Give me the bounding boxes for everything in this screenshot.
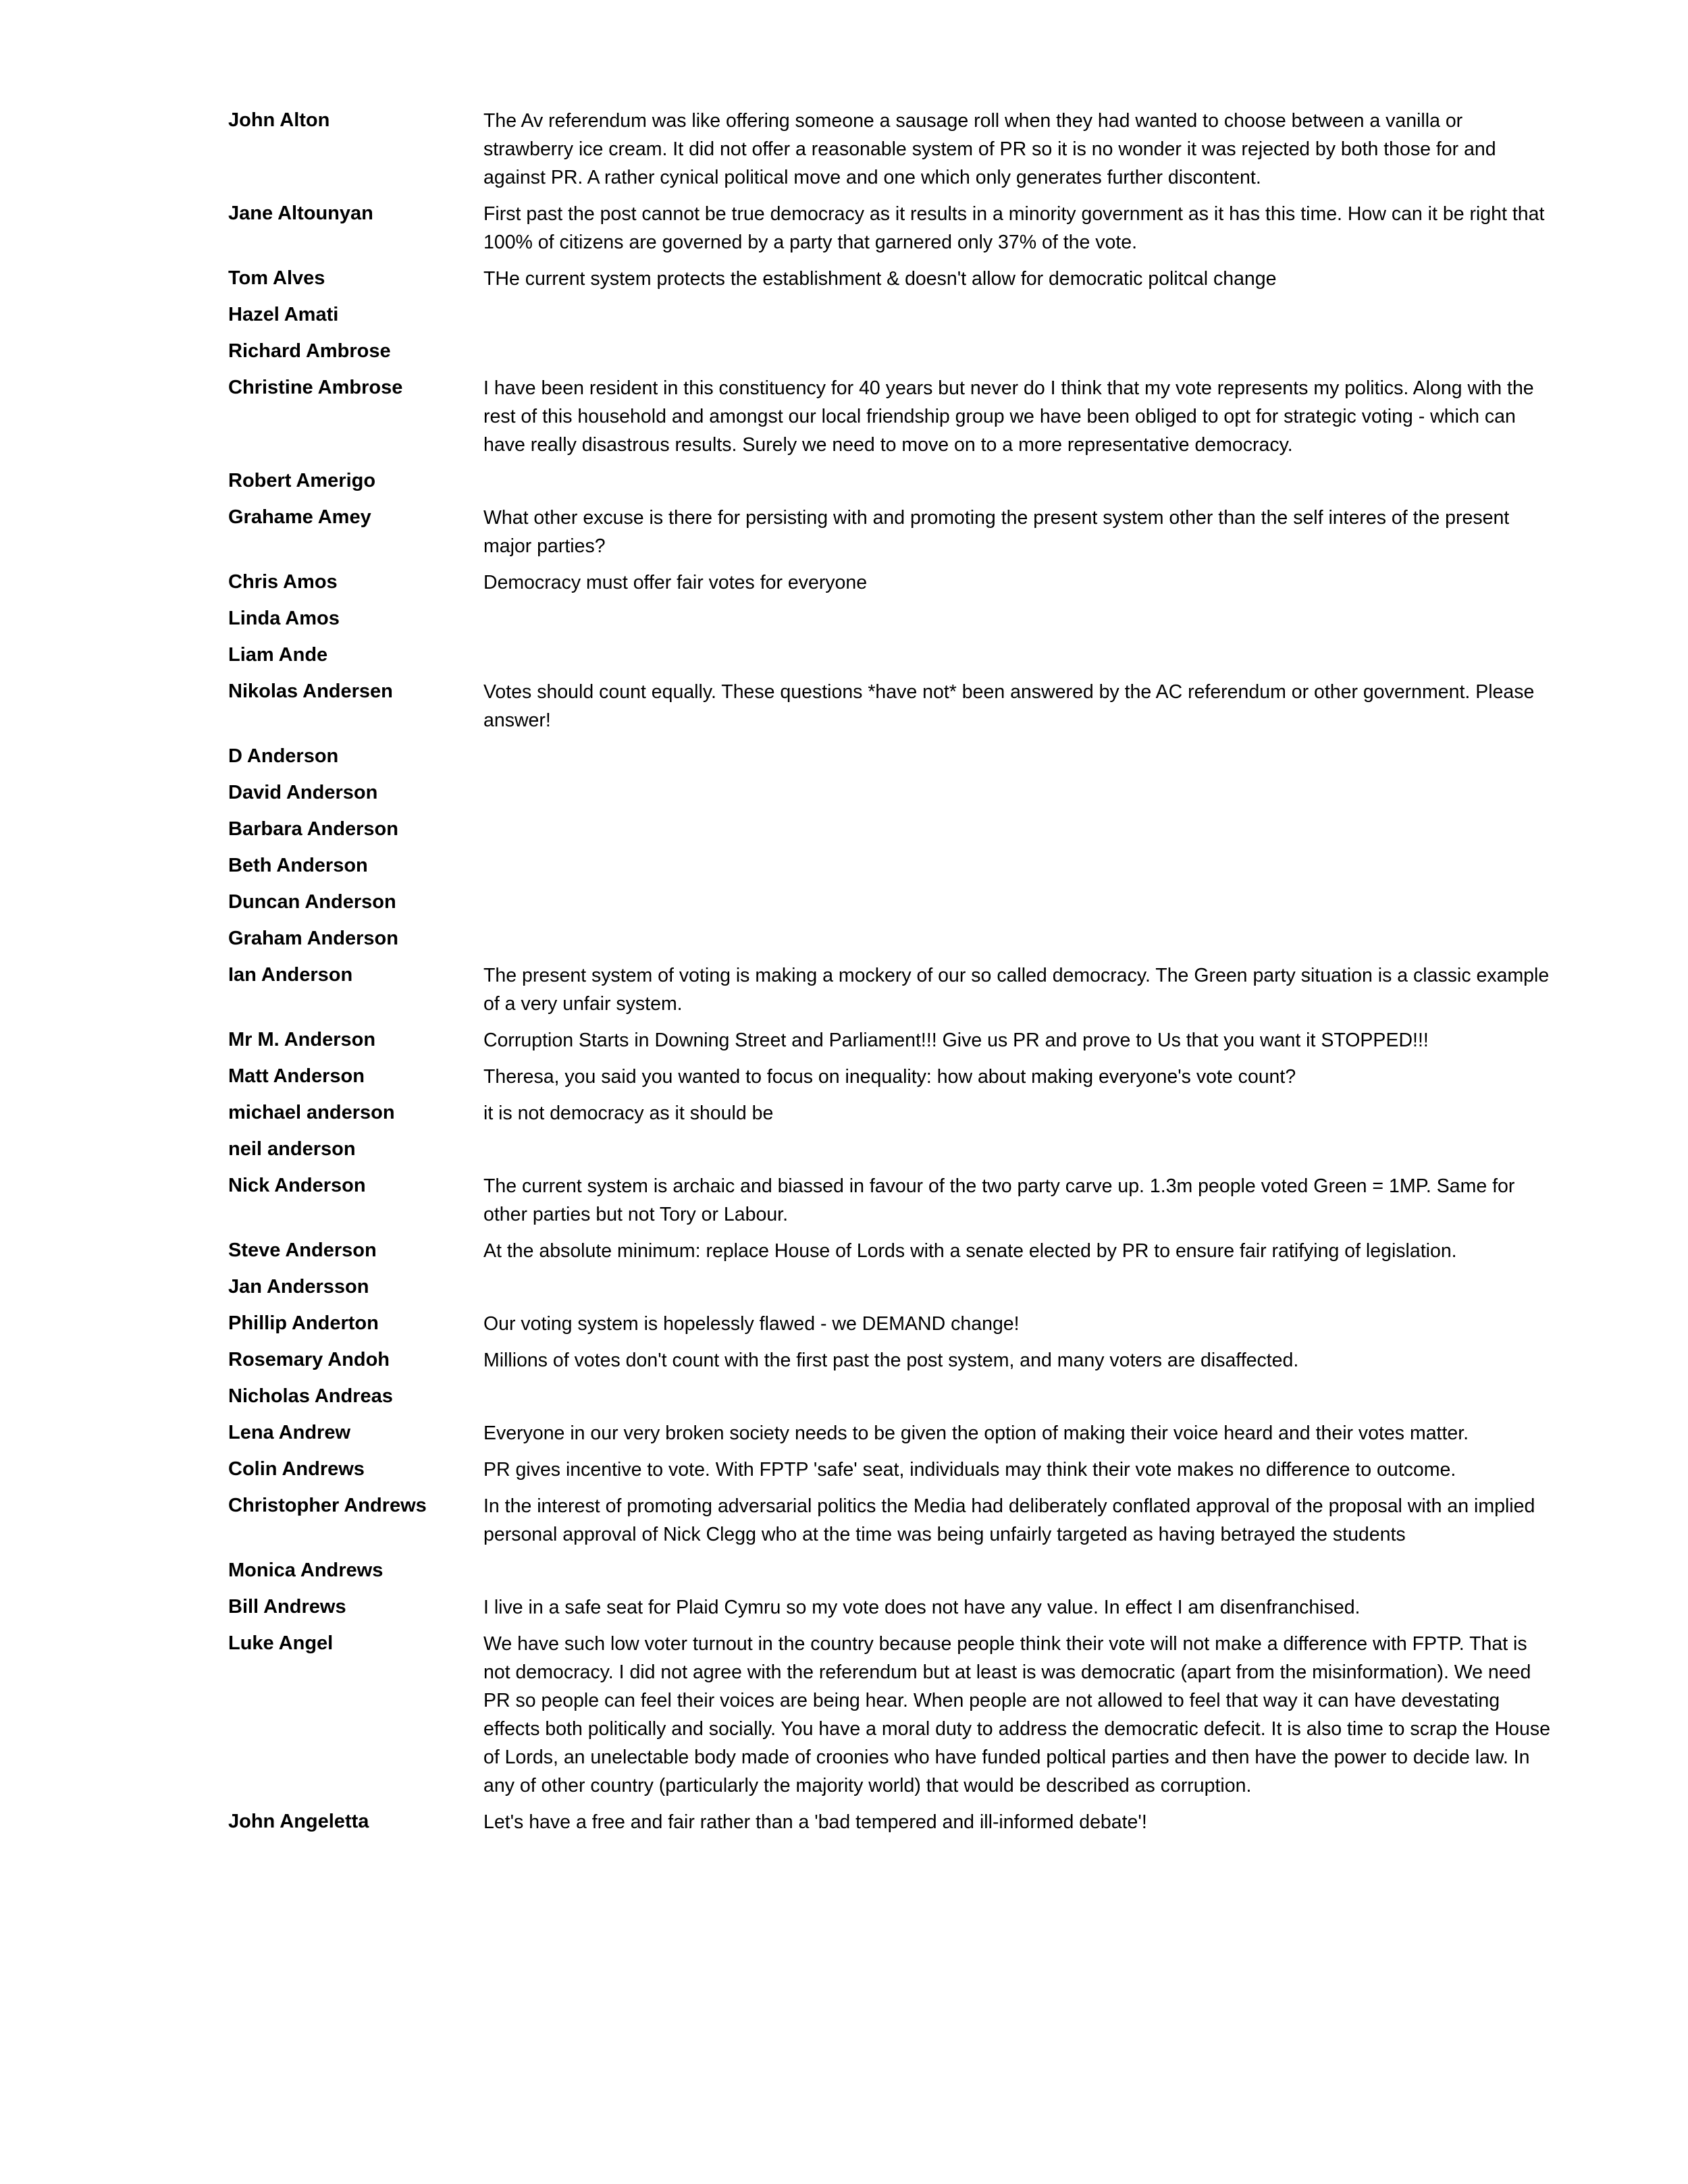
signatory-name: Graham Anderson bbox=[228, 928, 398, 949]
signatory-name: neil anderson bbox=[228, 1138, 356, 1160]
comment-entry bbox=[228, 743, 1552, 770]
signatory-comment: Corruption Starts in Downing Street and Parliament!!! Give us PR and prove to Us that you want it STOPPED!!! bbox=[483, 1030, 1429, 1051]
comment-entry bbox=[228, 1557, 1552, 1584]
signatory-comment: Theresa, you said you wanted to focus on inequality: how about making everyone's vote count? bbox=[483, 1066, 1296, 1088]
comment-entry bbox=[228, 961, 1552, 1018]
comment-entry bbox=[228, 374, 1552, 459]
signatory-name: Beth Anderson bbox=[228, 855, 368, 876]
comment-entry bbox=[228, 816, 1552, 843]
signatory-name: Jane Altounyan bbox=[228, 203, 373, 224]
signatory-name: Tom Alves bbox=[228, 267, 325, 289]
comment-entry bbox=[228, 1383, 1552, 1410]
signatory-comment: At the absolute minimum: replace House of Lords with a senate elected by PR to ensure fair ratifying of legislation. bbox=[483, 1240, 1457, 1262]
signatory-name: Nicholas Andreas bbox=[228, 1385, 393, 1407]
signatory-comment: I have been resident in this constituency for 40 years but never do I think that my vote represents my politics. Along with the rest of this household and amongst our local friendship group we have been obliged to opt for strategic voting - which can have really disastrous results. Surely we need to move on to a more representative democracy. bbox=[483, 377, 1534, 456]
signatory-name: Barbara Anderson bbox=[228, 818, 398, 840]
comment-entry bbox=[228, 1630, 1552, 1800]
signatory-comment: Millions of votes don't count with the first past the post system, and many voters are disaffected. bbox=[483, 1350, 1299, 1371]
signatory-name: Mr M. Anderson bbox=[228, 1029, 376, 1050]
signatory-name: Richard Ambrose bbox=[228, 340, 391, 362]
signatory-comment: In the interest of promoting adversarial politics the Media had deliberately conflated approval of the proposal with an implied personal approval of Nick Clegg who at the time was being unfairly targeted as having betrayed the students bbox=[483, 1495, 1535, 1545]
signatory-name: Lena Andrew bbox=[228, 1422, 351, 1443]
signatory-name: David Anderson bbox=[228, 782, 378, 803]
signatory-comment: I live in a safe seat for Plaid Cymru so my vote does not have any value. In effect I am disenfranchised. bbox=[483, 1597, 1361, 1618]
signatory-name: Jan Andersson bbox=[228, 1276, 369, 1298]
signatory-name: Robert Amerigo bbox=[228, 470, 376, 491]
signatory-name: Matt Anderson bbox=[228, 1065, 365, 1087]
signatory-name: Liam Ande bbox=[228, 644, 328, 666]
signatory-name: John Alton bbox=[228, 109, 330, 131]
signatory-name: D Anderson bbox=[228, 745, 339, 767]
signatory-name: Chris Amos bbox=[228, 571, 338, 593]
signatory-name: Grahame Amey bbox=[228, 506, 371, 528]
signatory-name: Luke Angel bbox=[228, 1632, 334, 1654]
signatory-name: Christine Ambrose bbox=[228, 377, 403, 398]
signatory-name: Hazel Amati bbox=[228, 304, 339, 325]
signatory-name: Colin Andrews bbox=[228, 1458, 365, 1480]
comment-entry bbox=[228, 1099, 1552, 1127]
comment-entry bbox=[228, 504, 1552, 560]
signatory-comment: Votes should count equally. These questions *have not* been answered by the AC referendum or other government. Please answer! bbox=[483, 681, 1535, 731]
signatory-name: Steve Anderson bbox=[228, 1240, 377, 1261]
comment-entry bbox=[228, 107, 1552, 192]
comment-entry bbox=[228, 1346, 1552, 1375]
signatory-name: Linda Amos bbox=[228, 608, 340, 629]
comment-entry bbox=[228, 1456, 1552, 1484]
comment-entry bbox=[228, 1172, 1552, 1229]
comment-entry bbox=[228, 852, 1552, 880]
comment-entry bbox=[228, 265, 1552, 293]
signatory-comment: it is not democracy as it should be bbox=[483, 1102, 774, 1124]
comment-entry bbox=[228, 925, 1552, 953]
signatory-comment: The Av referendum was like offering someone a sausage roll when they had wanted to choose between a vanilla or strawberry ice cream. It did not offer a reasonable system of PR so it is no wonder it was rejected by both those for and against PR. A rather cynical political move and one which only generates further discontent. bbox=[483, 110, 1496, 188]
signatory-name: Phillip Anderton bbox=[228, 1312, 379, 1334]
signatory-name: Rosemary Andoh bbox=[228, 1349, 390, 1370]
signatory-name: Nick Anderson bbox=[228, 1175, 366, 1196]
signatory-name: Bill Andrews bbox=[228, 1596, 346, 1618]
comment-entry bbox=[228, 467, 1552, 495]
comment-entry bbox=[228, 1593, 1552, 1622]
signatory-comment: Our voting system is hopelessly flawed - we DEMAND change! bbox=[483, 1313, 1020, 1335]
comment-entry bbox=[228, 779, 1552, 807]
signatory-name: John Angeletta bbox=[228, 1811, 369, 1832]
comment-entry bbox=[228, 605, 1552, 633]
comment-entry bbox=[228, 1808, 1552, 1836]
signatory-comment: Everyone in our very broken society needs to be given the option of making their voice heard and their votes matter. bbox=[483, 1422, 1469, 1444]
comment-entry bbox=[228, 1492, 1552, 1549]
comment-entry bbox=[228, 1273, 1552, 1301]
signatory-name: Ian Anderson bbox=[228, 964, 353, 986]
comment-entry bbox=[228, 338, 1552, 365]
signatory-comment: Democracy must offer fair votes for everyone bbox=[483, 572, 868, 593]
signatory-comment: PR gives incentive to vote. With FPTP 'safe' seat, individuals may think their vote makes no difference to outcome. bbox=[483, 1459, 1456, 1481]
signatory-name: Christopher Andrews bbox=[228, 1495, 427, 1516]
comment-entry bbox=[228, 301, 1552, 329]
signatory-name: michael anderson bbox=[228, 1102, 395, 1123]
signatory-name: Duncan Anderson bbox=[228, 891, 396, 913]
comment-entry bbox=[228, 1026, 1552, 1055]
comment-entry bbox=[228, 568, 1552, 597]
signatory-name: Monica Andrews bbox=[228, 1560, 384, 1581]
comment-entry bbox=[228, 888, 1552, 916]
comment-entry bbox=[228, 641, 1552, 669]
signatory-comment: The current system is archaic and biassed in favour of the two party carve up. 1.3m people voted Green = 1MP. Same for other parties but not Tory or Labour. bbox=[483, 1175, 1515, 1225]
comment-entry bbox=[228, 678, 1552, 735]
comment-entry bbox=[228, 1136, 1552, 1163]
comment-entry bbox=[228, 1310, 1552, 1338]
signatory-comment: We have such low voter turnout in the country because people think their vote will not make a difference with FPTP. That is not democracy. I did not agree with the referendum but at least is was democratic (apart from the misinformation). We need PR so people can feel their voices are being hear. When people are not allowed to feel that way it can have devestating effects both politically and socially. You have a moral duty to address the democratic defecit. It is also time to scrap the House of Lords, an unelectable body made of croonies who have funded poltical parties and then have the power to decide law. In any of other country (particularly the majority world) that would be described as corruption. bbox=[483, 1633, 1550, 1796]
comment-entry bbox=[228, 200, 1552, 257]
signatory-comment: The present system of voting is making a mockery of our so called democracy. The Green party situation is a classic example of a very unfair system. bbox=[483, 965, 1550, 1015]
comment-entry bbox=[228, 1419, 1552, 1447]
signatory-comment: First past the post cannot be true democracy as it results in a minority government as it has this time. How can it be right that 100% of citizens are governed by a party that garnered only 37% of the vote. bbox=[483, 203, 1545, 253]
comment-entry bbox=[228, 1237, 1552, 1265]
comment-list bbox=[228, 107, 1552, 1844]
signatory-comment: Let's have a free and fair rather than a 'bad tempered and ill-informed debate'! bbox=[483, 1811, 1147, 1833]
signatory-comment: What other excuse is there for persisting with and promoting the present system other than the self interes of the present major parties? bbox=[483, 507, 1510, 557]
comment-entry bbox=[228, 1063, 1552, 1091]
signatory-comment: THe current system protects the establishment & doesn't allow for democratic politcal change bbox=[483, 268, 1277, 290]
signatory-name: Nikolas Andersen bbox=[228, 681, 393, 702]
